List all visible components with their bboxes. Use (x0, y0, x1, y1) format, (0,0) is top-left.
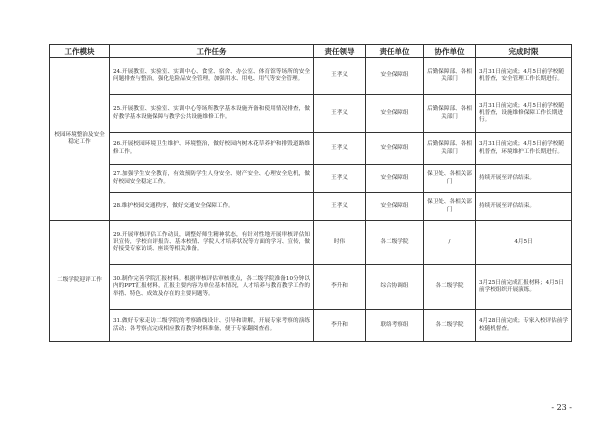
unit-cell: 安全保障组 (366, 95, 424, 133)
deadline-cell: 4月28日前完成；专家入校评估前学校随机督查。 (476, 310, 572, 342)
unit-cell: 联络考察组 (366, 310, 424, 342)
co-unit-cell: 后勤保障部、各相关部门 (424, 58, 476, 95)
leader-cell: 王孝义 (314, 58, 366, 95)
leader-cell: 时伟 (314, 221, 366, 265)
co-unit-cell: 后勤保障部、各相关部门 (424, 95, 476, 133)
task-cell: 26.开展校园环境卫生维护、环境整治，做好校园内树木花草养护和排毁道路维修工作。 (110, 133, 314, 165)
co-unit-cell: / (424, 221, 476, 265)
module-cell: 校园环境整治及安全稳定工作 (50, 58, 110, 221)
header-co-unit: 协作单位 (424, 45, 476, 58)
co-unit-cell: 保卫处、各相关部门 (424, 193, 476, 221)
table-row (50, 310, 572, 342)
task-cell: 25.开展教室、实验室、实训中心等场所教学基本设施齐备和使用情况排查，做好教学基本设施保障与教学公共设施维修工作。 (110, 95, 314, 133)
co-unit-cell: 后勤保障部、各相关部门 (424, 133, 476, 165)
leader-cell: 王孝义 (314, 165, 366, 193)
unit-cell: 各二级学院 (366, 221, 424, 265)
table-row (50, 221, 572, 265)
leader-cell: 王孝义 (314, 95, 366, 133)
task-cell: 31.做好专家走访二级学院的考察路线设计、引导和讲解，开展专家考察的演练活动；各考察点完成相应教育教学材料准备，便于专家翻阅查看。 (110, 310, 314, 342)
unit-cell: 安全保障组 (366, 133, 424, 165)
leader-cell: 王孝义 (314, 133, 366, 165)
unit-cell: 安全保障组 (366, 58, 424, 95)
task-cell: 24.开展教室、实验室、实训中心、食堂、宿舍、办公室、体育馆等场所的安全问题排查与整治，强化危险品安全管理，加强用水、用电、用气等安全管理。 (110, 58, 314, 95)
unit-cell: 安全保障组 (366, 193, 424, 221)
table-header-row (50, 45, 572, 58)
deadline-cell: 3月31日前完成；4月5日前学校随机普查，设施维修保障工作长期进行。 (476, 95, 572, 133)
task-cell: 30.制作完善学院汇报材料。根据审核评估审核重点，各二级学院准备10分钟以内的PPT汇报材料，汇报主要内容为单位基本情况，人才培养与教育教学工作的举措、特色、成效及存在的主要问题等。 (110, 265, 314, 310)
table-row (50, 58, 572, 95)
header-deadline: 完成时限 (476, 45, 572, 58)
deadline-cell: 4月5日 (476, 221, 572, 265)
module-cell: 二级学院迎评工作 (50, 221, 110, 342)
page-number: - 23 - (551, 403, 572, 412)
deadline-cell: 持续开展至评估结束。 (476, 165, 572, 193)
co-unit-cell: 保卫处、各相关部门 (424, 165, 476, 193)
task-cell: 27.加强学生安全教育，有效预防学生人身安全、财产安全、心理安全危机，做好校园安全稳定工作。 (110, 165, 314, 193)
deadline-cell: 3月31日前完成；4月5日前学校随机普查，环境维护工作长期进行。 (476, 133, 572, 165)
table-row (50, 165, 572, 193)
header-unit: 责任单位 (366, 45, 424, 58)
deadline-cell: 持续开展至评估结束。 (476, 193, 572, 221)
unit-cell: 综合协调组 (366, 265, 424, 310)
table-row (50, 95, 572, 133)
deadline-cell: 3月31日前完成；4月5日前学校随机普查，安全管理工作长期进行。 (476, 58, 572, 95)
header-leader: 责任领导 (314, 45, 366, 58)
task-table (49, 44, 572, 342)
header-module: 工作模块 (50, 45, 110, 58)
table-row (50, 133, 572, 165)
task-cell: 29.开展审核评估工作动员，调整好师生精神状态，有针对性地开展审核评估知识宣传，学校自评报告、基本校情、学院人才培养状况等方面的学习、宣传，做好接受专家访谈、座谈等相关准备。 (110, 221, 314, 265)
co-unit-cell: 各二级学院 (424, 265, 476, 310)
leader-cell: 王孝义 (314, 193, 366, 221)
deadline-cell: 3月25日前完成汇报材料；4月5日前学校组织开展演练。 (476, 265, 572, 310)
table-row (50, 265, 572, 310)
unit-cell: 安全保障组 (366, 165, 424, 193)
leader-cell: 李升和 (314, 310, 366, 342)
task-cell: 28.维护校园交通秩序，做好交通安全保障工作。 (110, 193, 314, 221)
leader-cell: 李升和 (314, 265, 366, 310)
co-unit-cell: 各二级学院 (424, 310, 476, 342)
table-row (50, 193, 572, 221)
header-task: 工作任务 (110, 45, 314, 58)
